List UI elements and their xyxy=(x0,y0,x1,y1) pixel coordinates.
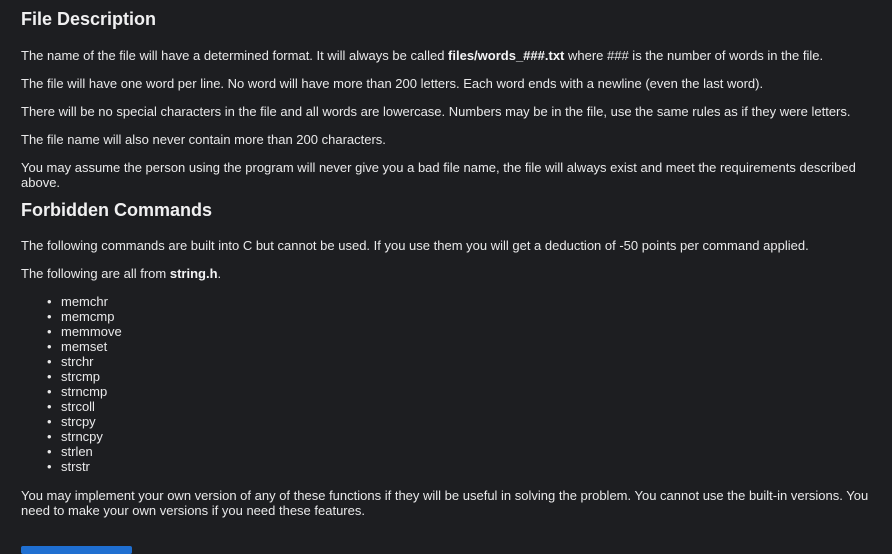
bullet-icon: • xyxy=(47,354,52,369)
bullet-icon: • xyxy=(47,309,52,324)
bullet-icon: • xyxy=(47,444,52,459)
command-name: strcmp xyxy=(61,369,100,384)
file-name-paragraph xyxy=(21,48,880,63)
list-item xyxy=(47,429,880,444)
implement-own-version-paragraph: You may implement your own version of any of these functions if they will be useful in solving the problem. You cannot use the built-in versions. You need to make your own versions if you need these features. xyxy=(21,488,869,518)
list-item xyxy=(47,324,880,339)
forbidden-commands-heading: Forbidden Commands xyxy=(21,200,213,220)
file-name-pattern: files/words_###.txt xyxy=(448,48,565,63)
bullet-icon: • xyxy=(47,294,52,309)
file-name-text-after: where ### is the number of words in the file. xyxy=(564,48,824,63)
assumptions-paragraph: You may assume the person using the program will never give you a bad file name, the file will always exist and meet the requirements described above. xyxy=(21,160,856,190)
list-item xyxy=(47,384,880,399)
string-h-text-after: . xyxy=(217,266,222,281)
command-name: strcpy xyxy=(61,414,96,429)
command-name: strstr xyxy=(61,459,90,474)
file-name-text-before: The name of the file will have a determined format. It will always be called xyxy=(21,48,449,63)
bullet-icon: • xyxy=(47,414,52,429)
command-name: strchr xyxy=(61,354,94,369)
list-item xyxy=(47,354,880,369)
bullet-icon: • xyxy=(47,339,52,354)
list-item xyxy=(47,399,880,414)
one-word-per-line-paragraph: The file will have one word per line. No word will have more than 200 letters. Each word ends with a newline (even the last word). xyxy=(21,76,764,91)
partially-visible-button[interactable] xyxy=(21,546,132,554)
command-name: strncpy xyxy=(61,429,103,444)
list-item xyxy=(47,414,880,429)
list-item xyxy=(47,369,880,384)
bullet-icon: • xyxy=(47,399,52,414)
forbidden-intro-paragraph: The following commands are built into C but cannot be used. If you use them you will get a deduction of -50 points per command applied. xyxy=(21,238,809,253)
command-name: memmove xyxy=(61,324,122,339)
list-item xyxy=(47,294,880,309)
list-item xyxy=(47,339,880,354)
list-item xyxy=(47,459,880,474)
string-h-paragraph xyxy=(21,266,880,281)
forbidden-commands-list xyxy=(21,294,880,474)
command-name: memset xyxy=(61,339,108,354)
special-characters-paragraph: There will be no special characters in the file and all words are lowercase. Numbers may be in the file, use the same rules as if they were letters. xyxy=(21,104,851,119)
command-name: strcoll xyxy=(61,399,95,414)
bullet-icon: • xyxy=(47,429,52,444)
string-h-header-name: string.h xyxy=(169,266,218,281)
list-item xyxy=(47,309,880,324)
bullet-icon: • xyxy=(47,459,52,474)
command-name: strncmp xyxy=(61,384,108,399)
bullet-icon: • xyxy=(47,324,52,339)
command-name: memcmp xyxy=(61,309,115,324)
command-name: memchr xyxy=(61,294,108,309)
bullet-icon: • xyxy=(47,384,52,399)
bullet-icon: • xyxy=(47,369,52,384)
command-name: strlen xyxy=(61,444,93,459)
file-name-length-paragraph: The file name will also never contain more than 200 characters. xyxy=(21,132,386,147)
file-description-heading: File Description xyxy=(21,9,157,29)
list-item xyxy=(47,444,880,459)
string-h-text-before: The following are all from xyxy=(21,266,170,281)
